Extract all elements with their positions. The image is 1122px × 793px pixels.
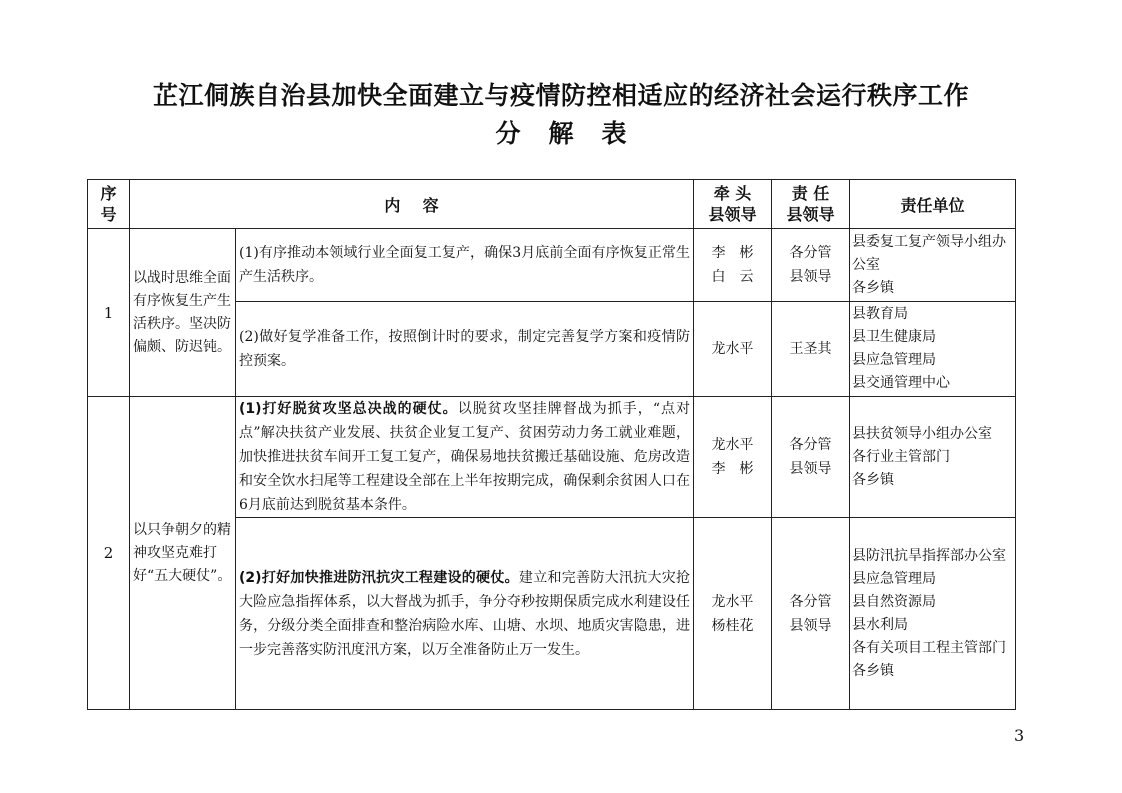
lead-leader-cell: [694, 397, 772, 518]
leader-name: 白 云: [711, 269, 754, 285]
task-bold: (1)打好脱贫攻坚总决战的硬仗。: [239, 401, 458, 417]
task-cell: [236, 229, 694, 302]
lead-leader-cell: [694, 302, 772, 397]
unit-item: 各乡镇: [852, 662, 895, 679]
unit-item: 各有关项目工程主管部门: [852, 639, 1007, 656]
resp-leader: 各分管: [789, 437, 832, 453]
header-resp-line1: 责 任: [791, 184, 830, 203]
resp-leader: 各分管: [789, 593, 832, 610]
header-lead-line1: 牵 头: [713, 184, 752, 203]
resp-leader: 各分管: [789, 245, 832, 261]
unit-cell: [850, 302, 1016, 397]
task-cell: [236, 518, 694, 710]
lead-leader-cell: [694, 229, 772, 302]
resp-leader: 县领导: [789, 617, 832, 634]
task-text: 以脱贫攻坚挂牌督战为抓手，“点对点”解决扶贫产业发展、扶贫企业复工复产、贫困劳动力务工就业难题，加快推进扶贫车间开工复工复产，确保易地扶贫搬迁基础设施、危房改造和安全饮水扫尾等工程建设全部在上半年按期完成，确保剩余贫困人口在6月底前达到脱贫基本条件。: [239, 401, 691, 513]
unit-cell: [850, 229, 1016, 302]
unit-item: 各行业主管部门: [852, 448, 951, 465]
header-lead: [694, 180, 772, 229]
task-text: (1)有序推动本领域行业全面复工复产，确保3月底前全面有序恢复正常生产生活秩序。: [239, 245, 691, 285]
unit-item: 县防汛抗旱指挥部办公室: [852, 547, 1007, 564]
unit-cell: [850, 397, 1016, 518]
header-lead-line2: 县领导: [708, 205, 757, 224]
header-unit: 责任单位: [850, 180, 1016, 229]
task-table: [87, 179, 1016, 710]
resp-leader: 王圣其: [789, 341, 832, 357]
header-seq-line1: 序: [100, 184, 117, 203]
task-cell: [236, 302, 694, 397]
header-content-label: 内 容: [384, 195, 439, 215]
unit-item: 县交通管理中心: [852, 375, 951, 391]
unit-item: 县应急管理局: [852, 352, 937, 368]
unit-item: 县卫生健康局: [852, 329, 937, 345]
document-title-line2: 分解表: [495, 119, 655, 148]
resp-leader: 县领导: [789, 461, 832, 477]
unit-item: 各乡镇: [852, 279, 895, 296]
seq-cell: 1: [88, 229, 130, 397]
unit-item: 县应急管理局: [852, 570, 937, 587]
task-text: (2)做好复学准备工作，按照倒计时的要求，制定完善复学方案和疫情防控预案。: [239, 329, 691, 369]
task-text: 建立和完善防大汛抗大灾抢大险应急指挥体系，以大督战为抓手，争分夺秒按期保质完成水利建设任务，分级分类全面排查和整治病险水库、山塘、水坝、地质灾害隐患，进一步完善落实防汛度汛方案，以万全准备防止万一发生。: [239, 569, 691, 658]
seq-cell: 2: [88, 397, 130, 710]
unit-cell: [850, 518, 1016, 710]
resp-leader-cell: [772, 518, 850, 710]
category-cell: 以战时思维全面有序恢复生产生活秩序。坚决防偏颇、防迟钝。: [130, 229, 236, 397]
leader-name: 龙水平: [711, 437, 754, 453]
unit-item: 县教育局: [852, 306, 909, 322]
leader-name: 龙水平: [711, 593, 754, 610]
task-cell: [236, 397, 694, 518]
leader-name: 李 彬: [711, 461, 754, 477]
header-resp: [772, 180, 850, 229]
header-seq: [88, 180, 130, 229]
header-content: [130, 180, 694, 229]
unit-item: 各乡镇: [852, 471, 895, 488]
leader-name: 龙水平: [711, 341, 754, 357]
unit-item: 县自然资源局: [852, 593, 937, 610]
page-number: 3: [1014, 726, 1025, 745]
task-bold: (2)打好加快推进防汛抗灾工程建设的硬仗。: [239, 569, 519, 586]
resp-leader: 县领导: [789, 269, 832, 285]
leader-name: 李 彬: [711, 245, 754, 261]
category-cell: 以只争朝夕的精神攻坚克难打好“五大硬仗”。: [130, 397, 236, 710]
unit-item: 县水利局: [852, 616, 909, 633]
header-seq-line2: 号: [100, 205, 117, 224]
resp-leader-cell: [772, 302, 850, 397]
unit-item: 县委复工复产领导小组办公室: [852, 233, 1007, 273]
table-row: [88, 397, 1016, 518]
header-resp-line2: 县领导: [786, 205, 835, 224]
lead-leader-cell: [694, 518, 772, 710]
resp-leader-cell: [772, 229, 850, 302]
leader-name: 杨桂花: [711, 617, 754, 634]
table-header-row: [88, 180, 1016, 229]
table-row: [88, 229, 1016, 302]
unit-item: 县扶贫领导小组办公室: [852, 425, 993, 442]
document-title-line1: 芷江侗族自治县加快全面建立与疫情防控相适应的经济社会运行秩序工作: [152, 81, 969, 110]
resp-leader-cell: [772, 397, 850, 518]
